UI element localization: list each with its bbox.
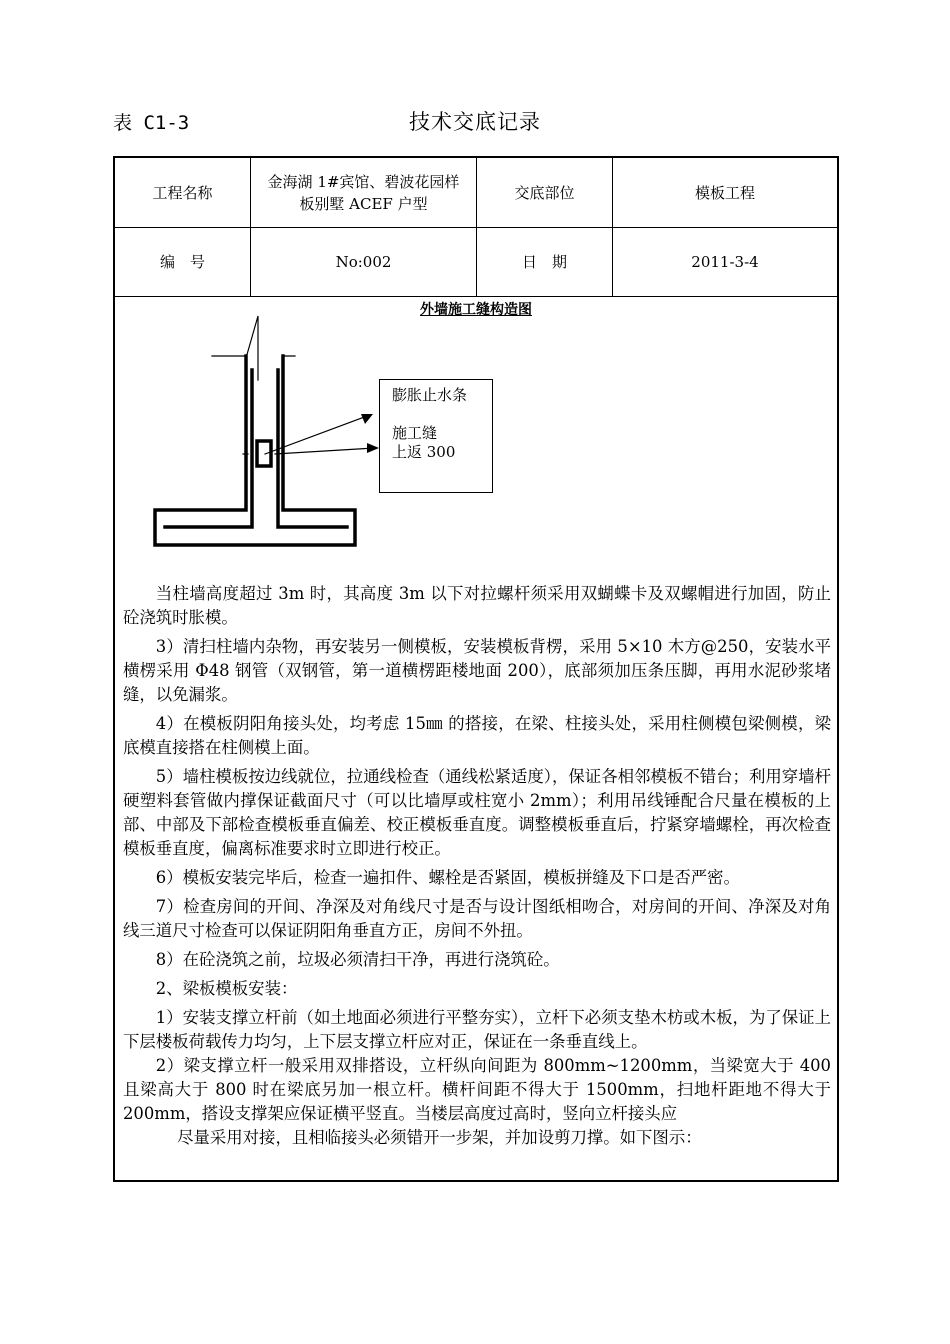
project-value: [251, 158, 476, 227]
project-label-text: 工程名称: [152, 183, 213, 202]
diagram-note-box: [379, 379, 493, 493]
paragraph: 5）墙柱模板按边线就位，拉通线检查（通线松紧适度），保证各相邻模板不错台；利用穿墙杆硬塑料套管做内撑保证截面尺寸（可以比墙厚或柱宽小 2mm）；利用吊线锤配合尺量在模板的上部、中部及下部检查模板垂直偏差、校正模板垂直度。调整模板垂直后，拧紧穿墙螺栓，再次检查模板垂直度，偏离标准要求时立即进行校正。: [123, 767, 831, 858]
form-code: 表 C1-3: [113, 112, 190, 134]
diagram-title: 外墙施工缝构造图: [420, 302, 532, 318]
body-text: [123, 582, 831, 1150]
number-label: [115, 228, 250, 296]
paragraph: 当柱墙高度超过 3m 时，其高度 3m 以下对拉螺杆须采用双蝴蝶卡及双螺帽进行加固，防止砼浇筑时胀模。: [123, 584, 831, 627]
date-label: [477, 228, 612, 296]
paragraph: 1）安装支撑立杆前（如土地面必须进行平整夯实），立杆下必须支垫木枋或木板，为了保证上下层楼板荷载传力均匀，上下层支撑立杆应对正，保证在一条垂直线上。: [123, 1008, 831, 1051]
leader-line: [275, 448, 374, 454]
part-value: [613, 158, 837, 227]
document-frame: [113, 156, 839, 1182]
section-heading: 2、梁板模板安装：: [155, 979, 298, 998]
paragraph: 6）模板安装完毕后，检查一遍扣件、螺栓是否紧固，模板拼缝及下口是否严密。: [155, 868, 740, 887]
date-label-text: 日 期: [521, 253, 567, 271]
part-label: [477, 158, 612, 227]
arrowhead: [367, 443, 379, 453]
page-title: 技术交底记录: [409, 110, 541, 134]
project-value-line2: 板别墅 ACEF 户型: [299, 194, 428, 213]
leader-line: [265, 416, 367, 454]
part-label-text: 交底部位: [514, 183, 575, 202]
date-value-text: 2011-3-4: [691, 253, 759, 271]
paragraph: 3）清扫柱墙内杂物，再安装另一侧模板，安装模板背楞，采用 5×10 木方@250，安装水平横楞采用 Φ48 钢管（双钢管，第一道横楞距楼地面 200），底部须加压条压脚，再用水泥砂浆堵缝，以免漏浆。: [123, 637, 831, 704]
paragraph: 8）在砼浇筑之前，垃圾必须清扫干净，再进行浇筑砼。: [155, 950, 560, 969]
project-label: [115, 158, 250, 227]
paragraph: 尽量采用对接，且相临接头必须错开一步架，并加设剪刀撑。如下图示：: [177, 1128, 702, 1147]
part-value-text: 模板工程: [694, 183, 755, 202]
note-height: 上返 300: [392, 443, 456, 461]
number-label-text: 编 号: [159, 253, 205, 271]
number-value-text: No:002: [335, 253, 392, 271]
date-value: [613, 228, 837, 296]
arrowhead: [361, 414, 373, 424]
note-joint: 施工缝: [392, 424, 438, 442]
project-value-line1: 金海湖 1#宾馆、碧波花园样: [267, 172, 460, 191]
paragraph: 4）在模板阴阳角接头处，均考虑 15㎜ 的搭接，在梁、柱接头处，采用柱侧模包梁侧模，梁底模直接搭在柱侧模上面。: [123, 714, 831, 757]
paragraph: 7）检查房间的开间、净深及对角线尺寸是否与设计图纸相吻合，对房间的开间、净深及对角线三道尺寸检查可以保证阴阳角垂直方正，房间不外扭。: [123, 897, 831, 940]
number-value: [251, 228, 476, 296]
paragraph: 2）梁支撑立杆一般采用双排搭设，立杆纵向间距为 800mm~1200mm，当梁宽大于 400 且梁高大于 800 时在梁底另加一根立杆。横杆间距不得大于 1500mm，扫地杆距地不得大于 200mm，搭设支撑架应保证横平竖直。当楼层高度过高时，竖向立杆接头应: [123, 1056, 831, 1123]
note-waterstop: 膨胀止水条: [392, 386, 468, 404]
grid-line: [115, 296, 837, 297]
waterstop-strip: [257, 441, 271, 466]
